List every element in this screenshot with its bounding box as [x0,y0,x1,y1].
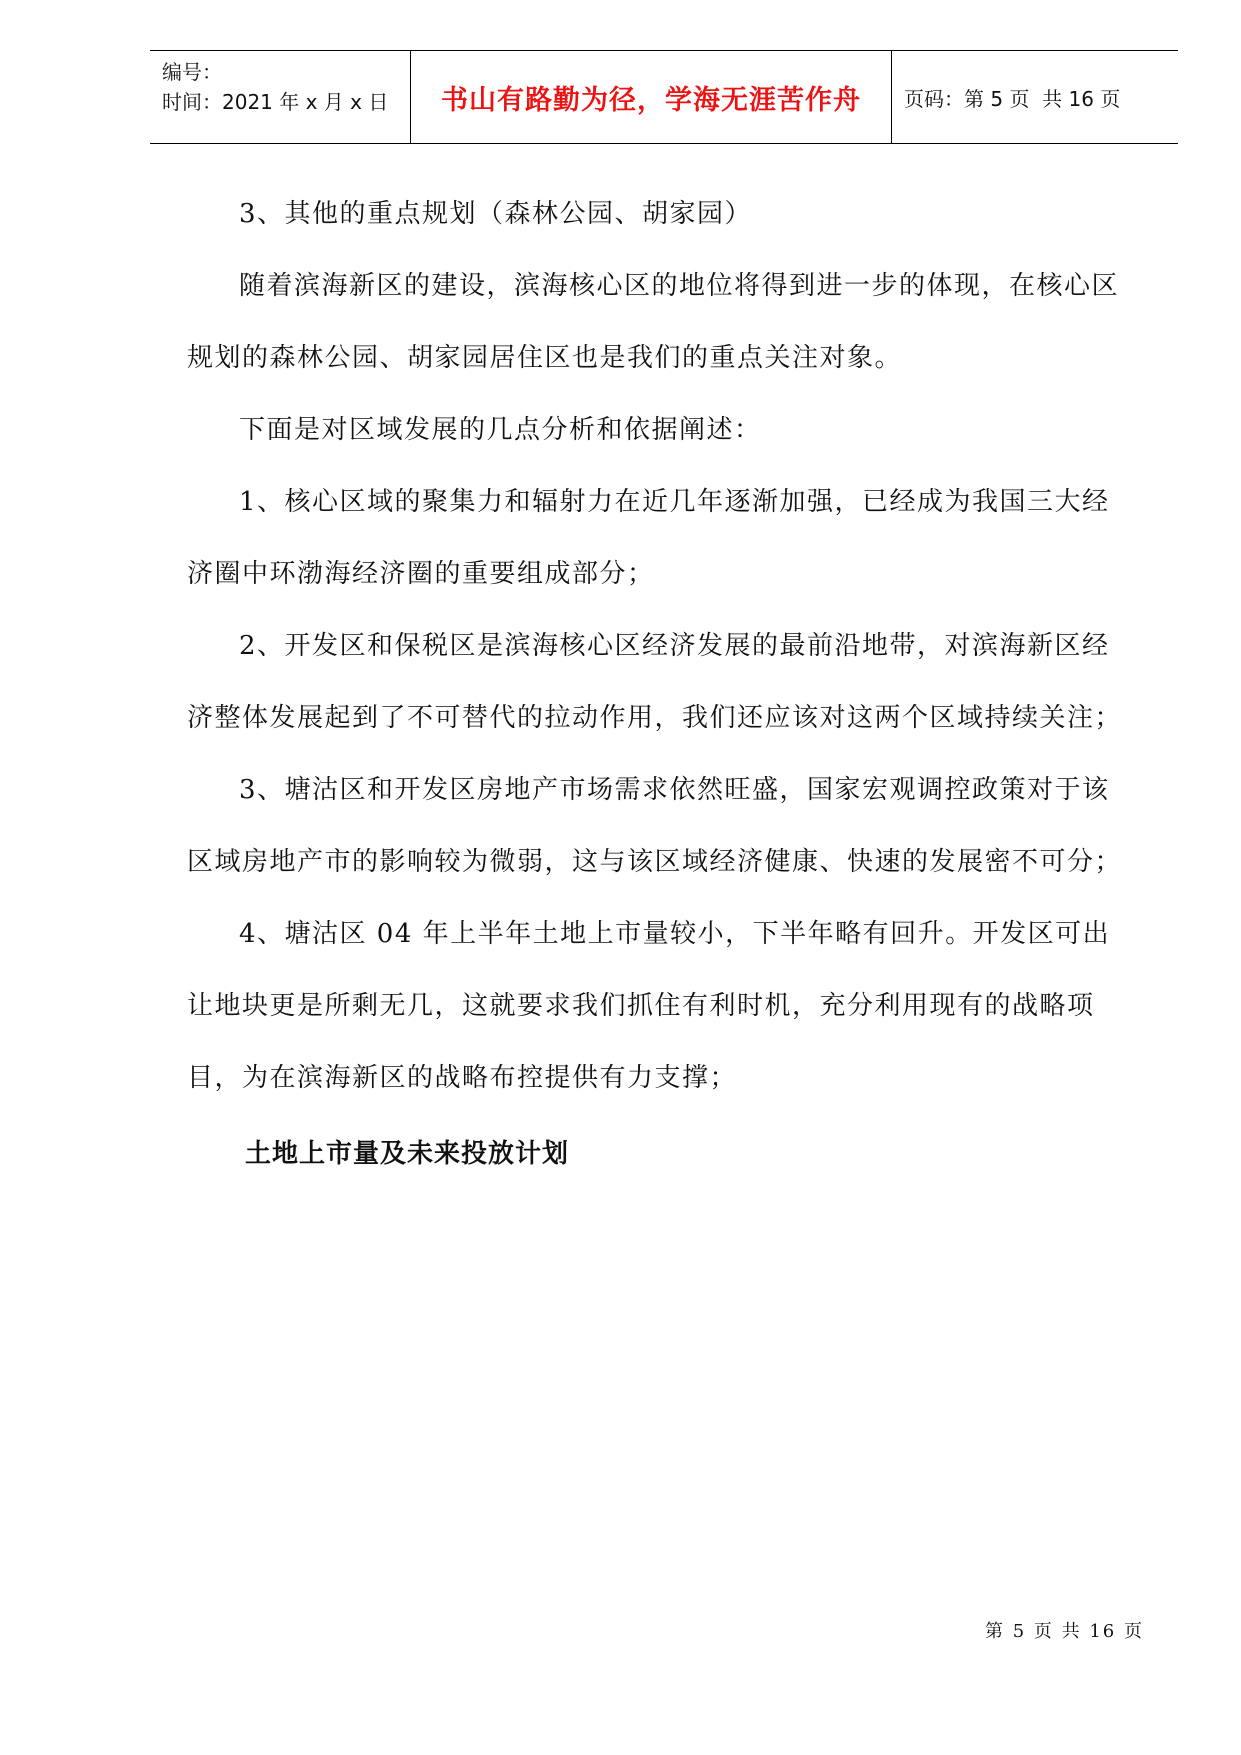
list-item: 3、塘沽区和开发区房地产市场需求依然旺盛，国家宏观调控政策对于该区域房地产市的影响较为微弱，这与该区域经济健康、快速的发展密不可分； [187,775,1123,877]
list-item: 2、开发区和保税区是滨海核心区经济发展的最前沿地带，对滨海新区经济整体发展起到了不可替代的拉动作用，我们还应该对这两个区域持续关注； [187,631,1123,733]
page-info-text: 页码：第 5 页 共 16 页 [904,86,1121,111]
document-number: 编号： [162,60,222,84]
section-heading: 土地上市量及未来投放计划 [245,1139,570,1169]
list-item: 4、塘沽区 04 年上半年土地上市量较小，下半年略有回升。开发区可出让地块更是所剩无几，这就要求我们抓住有利时机，充分利用现有的战略项目，为在滨海新区的战略布控提供有力支撑； [187,919,1111,1093]
document-body [187,178,1137,1190]
header-meta [150,51,410,143]
document-time: 时间：2021 年 x 月 x 日 [162,90,389,114]
body-paragraph: 随着滨海新区的建设，滨海核心区的地位将得到进一步的体现，在核心区规划的森林公园、胡家园居住区也是我们的重点关注对象。 [187,271,1120,373]
header-page-info [892,51,1178,143]
page-header [150,50,1178,144]
list-item: 1、核心区域的聚集力和辐射力在近几年逐渐加强，已经成为我国三大经济圈中环渤海经济圈的重要组成部分； [187,487,1110,589]
section-title: 3、其他的重点规划（森林公园、胡家园） [239,199,753,229]
page-footer: 第 5 页 共 16 页 [985,1621,1144,1642]
body-paragraph: 下面是对区域发展的几点分析和依据阐述： [239,415,762,445]
header-motto: 书山有路勤为径，学海无涯苦作舟 [410,51,892,143]
